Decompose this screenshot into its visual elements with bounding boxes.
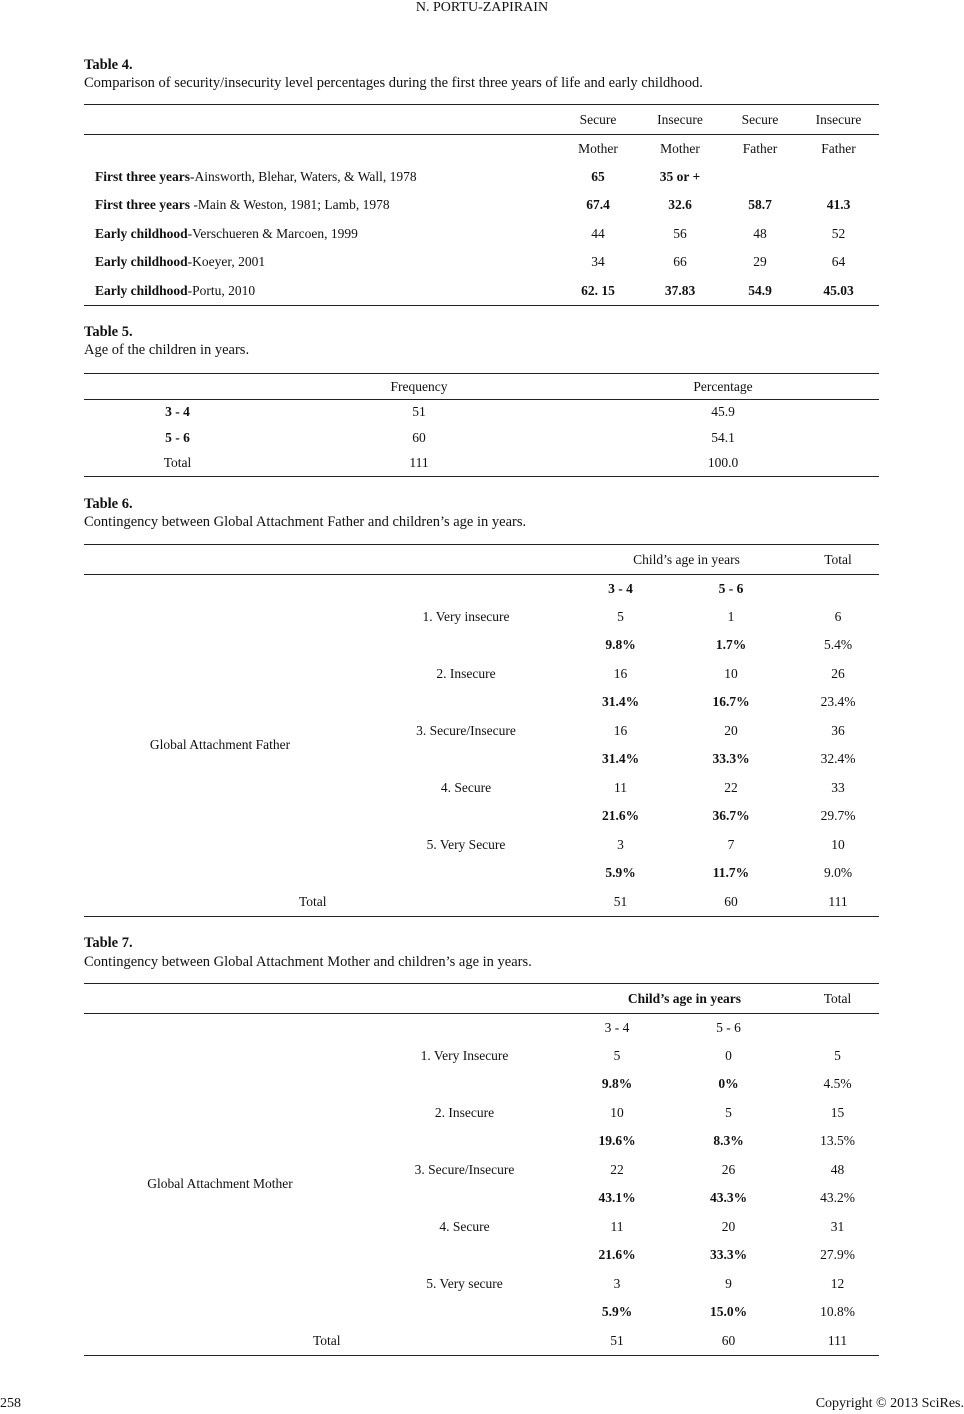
percent-cell: 27.9%	[820, 1247, 855, 1262]
copyright-notice: Copyright © 2013 SciRes.	[815, 1396, 964, 1411]
percent-cell: 32.4%	[820, 751, 856, 766]
table5-title: Table 5.	[84, 324, 133, 340]
percent-cell: 36.7%	[712, 808, 750, 823]
table5-col-header: Percentage	[693, 378, 753, 394]
table-cell: 34	[591, 254, 605, 269]
table-cell: 66	[673, 254, 687, 269]
table-cell: 45.9	[711, 404, 735, 420]
table4-title: Table 4.	[84, 57, 133, 73]
table-cell: 35 or +	[659, 168, 701, 184]
attachment-level-label: 2. Insecure	[436, 665, 496, 681]
percent-cell: 9.0%	[823, 865, 853, 880]
total-column-header: Total	[824, 551, 852, 567]
table4-header-row-1	[84, 105, 879, 135]
percent-cell: 1.7%	[715, 637, 747, 652]
row-label-citation: -Main & Weston, 1981; Lamb, 1978	[189, 197, 390, 212]
percent-cell: 5.9%	[601, 1304, 633, 1319]
table-cell: 54.1	[711, 429, 735, 445]
percent-cell: 43.3%	[709, 1190, 748, 1205]
attachment-level-label: 5. Very Secure	[426, 836, 506, 852]
count-cell: 20	[721, 1218, 736, 1234]
percent-cell: 15.0%	[709, 1304, 748, 1319]
attachment-level-label: 1. Very insecure	[422, 608, 510, 624]
table-row	[84, 248, 879, 277]
count-cell: 10	[610, 1104, 624, 1120]
page-number: 258	[0, 1396, 21, 1411]
table4-col-subheader: Mother	[660, 140, 700, 156]
total-cell: 111	[828, 893, 848, 909]
attachment-level-label: 4. Secure	[440, 779, 492, 795]
count-cell: 10	[724, 665, 738, 681]
row-label-citation: -Verschueren & Marcoen, 1999	[187, 225, 358, 241]
table-row	[84, 163, 879, 191]
count-cell: 16	[613, 722, 628, 738]
row-label-bold: First three years	[95, 197, 190, 212]
running-head: N. PORTU-ZAPIRAIN	[415, 0, 549, 15]
count-cell: 5	[613, 1047, 621, 1063]
table-cell: 37.83	[664, 282, 696, 298]
total-cell: 51	[610, 1332, 624, 1348]
table-cell: 64	[831, 254, 846, 269]
attachment-level-label: 3. Secure/Insecure	[414, 1161, 515, 1177]
total-row	[84, 888, 879, 917]
table-cell: 100.0	[707, 455, 739, 471]
count-cell: 1	[727, 608, 735, 624]
percent-cell: 33.3%	[709, 1247, 748, 1262]
total-cell: 60	[724, 893, 738, 909]
table-row	[84, 277, 879, 306]
child-age-group-header: Child’s age in years	[633, 551, 740, 567]
age-column-header: 3 - 4	[604, 1019, 630, 1035]
total-column-header: Total	[823, 990, 852, 1006]
table-cell: 56	[673, 225, 687, 241]
count-cell: 3	[617, 836, 624, 852]
count-cell: 11	[614, 779, 627, 795]
total-row	[84, 1327, 879, 1356]
table4-col-header: Secure	[579, 111, 617, 127]
table7-title: Table 7.	[84, 935, 133, 951]
table-cell: 45.03	[823, 282, 854, 298]
count-cell: 15	[830, 1104, 845, 1120]
table7-caption: Contingency between Global Attachment Mother and children’s age in years.	[84, 954, 532, 970]
count-cell: 0	[725, 1047, 732, 1063]
table-cell: 44	[591, 225, 605, 241]
attachment-level-label: 3. Secure/Insecure	[416, 722, 516, 738]
count-cell: 33	[831, 779, 845, 795]
row-label-citation: -Ainsworth, Blehar, Waters, & Wall, 1978	[189, 168, 417, 184]
table4	[84, 104, 879, 306]
percent-cell: 5.9%	[605, 865, 636, 880]
table-cell: 62. 15	[581, 282, 615, 298]
table-cell: 111	[409, 455, 429, 471]
count-cell: 36	[831, 722, 845, 738]
count-cell: 48	[830, 1161, 845, 1177]
table-row	[84, 1042, 879, 1070]
table-cell: 67.4	[586, 197, 610, 212]
percent-cell: 21.6%	[601, 808, 640, 823]
age-column-header: 5 - 6	[716, 1019, 741, 1035]
table-cell: 58.7	[748, 197, 772, 212]
table-row	[84, 191, 879, 220]
row-label-bold: Early childhood	[95, 254, 188, 269]
count-cell: 22	[724, 779, 738, 795]
total-label: Total	[313, 1332, 341, 1348]
percent-cell: 43.1%	[598, 1190, 636, 1205]
percent-cell: 31.4%	[601, 751, 640, 766]
table-row	[84, 220, 879, 248]
row-label-bold: Early childhood	[95, 225, 188, 241]
table4-caption: Comparison of security/insecurity level percentages during the first three years of life and early childhood.	[84, 75, 703, 91]
table5-caption: Age of the children in years.	[84, 342, 250, 358]
table-cell: 52	[831, 225, 846, 241]
count-cell: 11	[610, 1218, 624, 1234]
total-label: Total	[299, 893, 327, 909]
percent-cell: 5.4%	[823, 637, 853, 652]
table-row	[84, 451, 879, 477]
table-cell	[798, 163, 879, 191]
percent-cell: 43.2%	[820, 1190, 855, 1205]
age-subheader-row	[84, 575, 879, 603]
table5-header-row	[84, 374, 879, 400]
table4-header-row-2	[84, 135, 879, 163]
table7	[84, 983, 879, 1356]
table6	[84, 544, 879, 917]
table-row	[84, 425, 879, 451]
table-cell	[722, 163, 798, 191]
age-column-header: 5 - 6	[718, 580, 744, 596]
percent-cell: 13.5%	[820, 1133, 855, 1148]
count-cell: 26	[831, 665, 845, 681]
table-row	[84, 603, 879, 631]
count-cell: 12	[830, 1275, 845, 1291]
attachment-level-label: 2. Insecure	[434, 1104, 495, 1120]
count-cell: 3	[613, 1275, 621, 1291]
row-group-label: Global Attachment Mother	[147, 1176, 293, 1191]
total-label: Total	[163, 455, 192, 471]
total-cell: 51	[613, 893, 628, 909]
table-cell: 54.9	[748, 282, 772, 298]
count-cell: 10	[831, 836, 845, 852]
count-cell: 22	[610, 1161, 624, 1177]
count-cell: 5	[725, 1104, 732, 1120]
attachment-level-label: 4. Secure	[439, 1218, 490, 1234]
count-cell: 26	[721, 1161, 736, 1177]
table-cell: 48	[753, 225, 767, 241]
count-cell: 7	[727, 836, 735, 852]
age-label: 5 - 6	[165, 429, 190, 445]
percent-cell: 11.7%	[712, 865, 750, 880]
child-age-group-header: Child’s age in years	[627, 990, 742, 1006]
percent-cell: 9.8%	[605, 637, 636, 652]
row-label-citation: -Koeyer, 2001	[187, 254, 266, 269]
age-subheader-row	[84, 1014, 879, 1042]
row-label-bold: Early childhood	[95, 282, 188, 298]
count-cell: 5	[617, 608, 624, 624]
table5-col-header: Frequency	[390, 378, 448, 394]
attachment-level-label: 5. Very secure	[426, 1275, 503, 1291]
percent-cell: 9.8%	[601, 1076, 633, 1091]
table4-col-subheader: Father	[821, 140, 856, 156]
age-label: 3 - 4	[165, 404, 190, 420]
percent-cell: 16.7%	[712, 694, 750, 709]
count-cell: 9	[725, 1275, 732, 1291]
count-cell: 20	[724, 722, 738, 738]
row-label-bold: First three years	[95, 168, 190, 184]
percent-cell: 29.7%	[820, 808, 856, 823]
table4-col-subheader: Father	[742, 140, 778, 156]
table-cell: 41.3	[826, 197, 851, 212]
percent-cell: 4.5%	[823, 1076, 852, 1091]
table-row	[84, 400, 879, 425]
row-group-label: Global Attachment Father	[149, 737, 291, 752]
percent-cell: 0%	[718, 1076, 739, 1091]
table4-col-header: Secure	[741, 111, 779, 127]
table5	[84, 373, 879, 477]
age-column-header: 3 - 4	[608, 580, 633, 596]
table-cell: 32.6	[668, 197, 692, 212]
row-label-citation: -Portu, 2010	[187, 282, 256, 298]
percent-cell: 33.3%	[712, 751, 750, 766]
table4-col-header: Insecure	[657, 111, 703, 127]
attachment-level-label: 1. Very Insecure	[420, 1047, 509, 1063]
percent-cell: 31.4%	[601, 694, 640, 709]
percent-cell: 21.6%	[598, 1247, 636, 1262]
percent-cell: 8.3%	[713, 1133, 744, 1148]
percent-cell: 10.8%	[820, 1304, 855, 1319]
table4-col-subheader: Mother	[578, 140, 618, 156]
table-cell: 29	[753, 254, 767, 269]
percent-cell: 23.4%	[820, 694, 856, 709]
count-cell: 5	[834, 1047, 841, 1063]
table-cell: 60	[412, 429, 426, 445]
total-cell: 111	[827, 1332, 848, 1348]
table-cell: 65	[591, 168, 605, 184]
table6-header-row	[84, 545, 879, 575]
table4-col-header: Insecure	[815, 111, 862, 127]
percent-cell: 19.6%	[598, 1133, 636, 1148]
table5-col-header	[84, 374, 271, 400]
table7-header-row	[84, 984, 879, 1014]
count-cell: 6	[834, 608, 842, 624]
count-cell: 16	[613, 665, 628, 681]
table-cell: 51	[412, 404, 426, 420]
table6-caption: Contingency between Global Attachment Father and children’s age in years.	[84, 514, 527, 530]
table6-title: Table 6.	[84, 496, 133, 512]
count-cell: 31	[830, 1218, 845, 1234]
total-cell: 60	[721, 1332, 736, 1348]
